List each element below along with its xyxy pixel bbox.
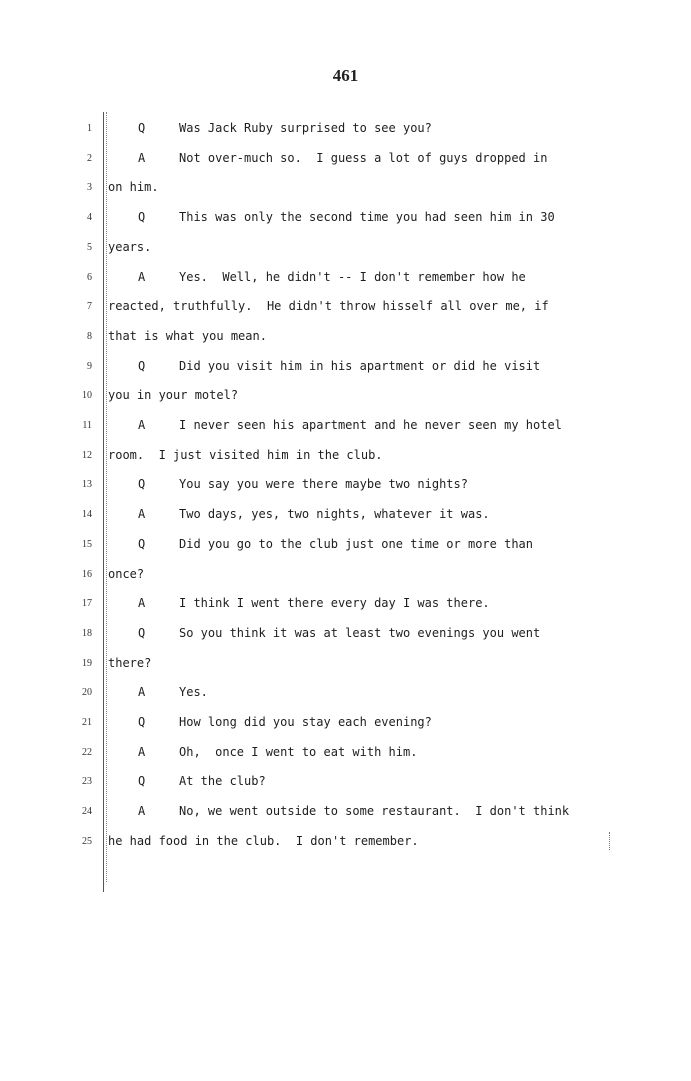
line-number: 6 [87, 271, 92, 283]
speaker-label: A [138, 744, 146, 759]
line-number: 13 [82, 479, 92, 491]
line-number: 1 [87, 123, 92, 134]
line-number: 12 [82, 449, 92, 461]
line-text: that is what you mean. [108, 328, 267, 343]
transcript-line [0, 506, 691, 526]
line-text: he had food in the club. I don't remember. [108, 833, 419, 848]
line-number: 20 [82, 687, 92, 699]
line-text: years. [108, 239, 152, 254]
line-number: 14 [82, 509, 92, 521]
line-text: How long did you stay each evening? [179, 715, 432, 729]
line-text: I never seen his apartment and he never seen my hotel [179, 418, 562, 432]
line-number: 24 [82, 806, 92, 818]
line-text: reacted, truthfully. He didn't throw hisself all over me, if [108, 299, 549, 314]
line-number: 5 [87, 241, 92, 253]
line-text: Was Jack Ruby surprised to see you? [179, 121, 432, 135]
line-number: 15 [82, 538, 92, 550]
line-number: 17 [82, 598, 92, 610]
transcript-line [0, 566, 691, 586]
transcript-line [0, 239, 691, 259]
line-number: 7 [87, 301, 92, 313]
line-text: there? [108, 655, 152, 670]
line-text: At the club? [179, 774, 266, 789]
transcript-line [0, 120, 691, 140]
speaker-label: Q [138, 477, 146, 492]
line-text: I think I went there every day I was there. [179, 596, 490, 611]
transcript-line [0, 803, 691, 823]
line-text: No, we went outside to some restaurant. I don't think [179, 804, 570, 819]
line-text: So you think it was at least two evenings you went [179, 625, 541, 640]
line-number: 4 [87, 212, 92, 224]
line-number: 10 [82, 390, 92, 402]
line-number: 11 [82, 420, 92, 431]
transcript-line [0, 625, 691, 645]
transcript-line [0, 684, 691, 704]
line-text: you in your motel? [108, 388, 239, 403]
line-text: Did you visit him in his apartment or did he visit [179, 358, 541, 373]
transcript-line [0, 595, 691, 615]
line-number: 16 [82, 568, 92, 580]
speaker-label: A [138, 507, 146, 522]
speaker-label: A [138, 269, 146, 284]
transcript-line [0, 833, 691, 853]
line-number: 18 [82, 627, 92, 639]
speaker-label: Q [138, 774, 146, 789]
speaker-label: A [138, 685, 146, 700]
line-number: 9 [87, 360, 92, 372]
line-number: 25 [82, 835, 92, 847]
transcript-line [0, 387, 691, 407]
line-text: This was only the second time you had seen him in 30 [179, 210, 555, 225]
transcript-line [0, 269, 691, 289]
speaker-label: Q [138, 536, 146, 551]
transcript-line [0, 358, 691, 378]
line-text: room. I just visited him in the club. [108, 447, 383, 462]
transcript-line [0, 209, 691, 229]
page-number: 461 [332, 66, 359, 85]
transcript-line [0, 536, 691, 556]
line-text: Yes. Well, he didn't -- I don't remember how he [179, 269, 526, 284]
transcript-line [0, 476, 691, 496]
speaker-label: Q [138, 715, 146, 729]
line-number: 22 [82, 746, 92, 758]
speaker-label: Q [138, 358, 146, 373]
line-text: You say you were there maybe two nights? [179, 477, 468, 492]
line-number: 21 [82, 717, 92, 728]
transcript-line [0, 773, 691, 793]
speaker-label: A [138, 150, 146, 165]
speaker-label: Q [138, 121, 146, 135]
speaker-label: A [138, 804, 146, 819]
transcript-line [0, 417, 691, 437]
line-number: 3 [87, 182, 92, 194]
transcript-line [0, 655, 691, 675]
speaker-label: Q [138, 625, 146, 640]
line-text: on him. [108, 180, 159, 195]
transcript-line [0, 179, 691, 199]
transcript-line [0, 447, 691, 467]
line-text: Yes. [179, 685, 208, 700]
transcript-line [0, 744, 691, 764]
speaker-label: A [138, 418, 146, 432]
line-text: Not over-much so. I guess a lot of guys dropped in [179, 150, 548, 165]
line-number: 19 [82, 657, 92, 669]
line-number: 2 [87, 152, 92, 164]
transcript-line [0, 298, 691, 318]
line-number: 23 [82, 776, 92, 788]
line-text: Two days, yes, two nights, whatever it was. [179, 507, 490, 522]
line-text: Did you go to the club just one time or more than [179, 536, 534, 551]
speaker-label: Q [138, 210, 146, 225]
line-number: 8 [87, 330, 92, 342]
transcript-line [0, 714, 691, 734]
speaker-label: A [138, 596, 146, 611]
transcript-line [0, 150, 691, 170]
line-text: once? [108, 566, 145, 581]
line-text: Oh, once I went to eat with him. [179, 744, 418, 759]
transcript-line [0, 328, 691, 348]
